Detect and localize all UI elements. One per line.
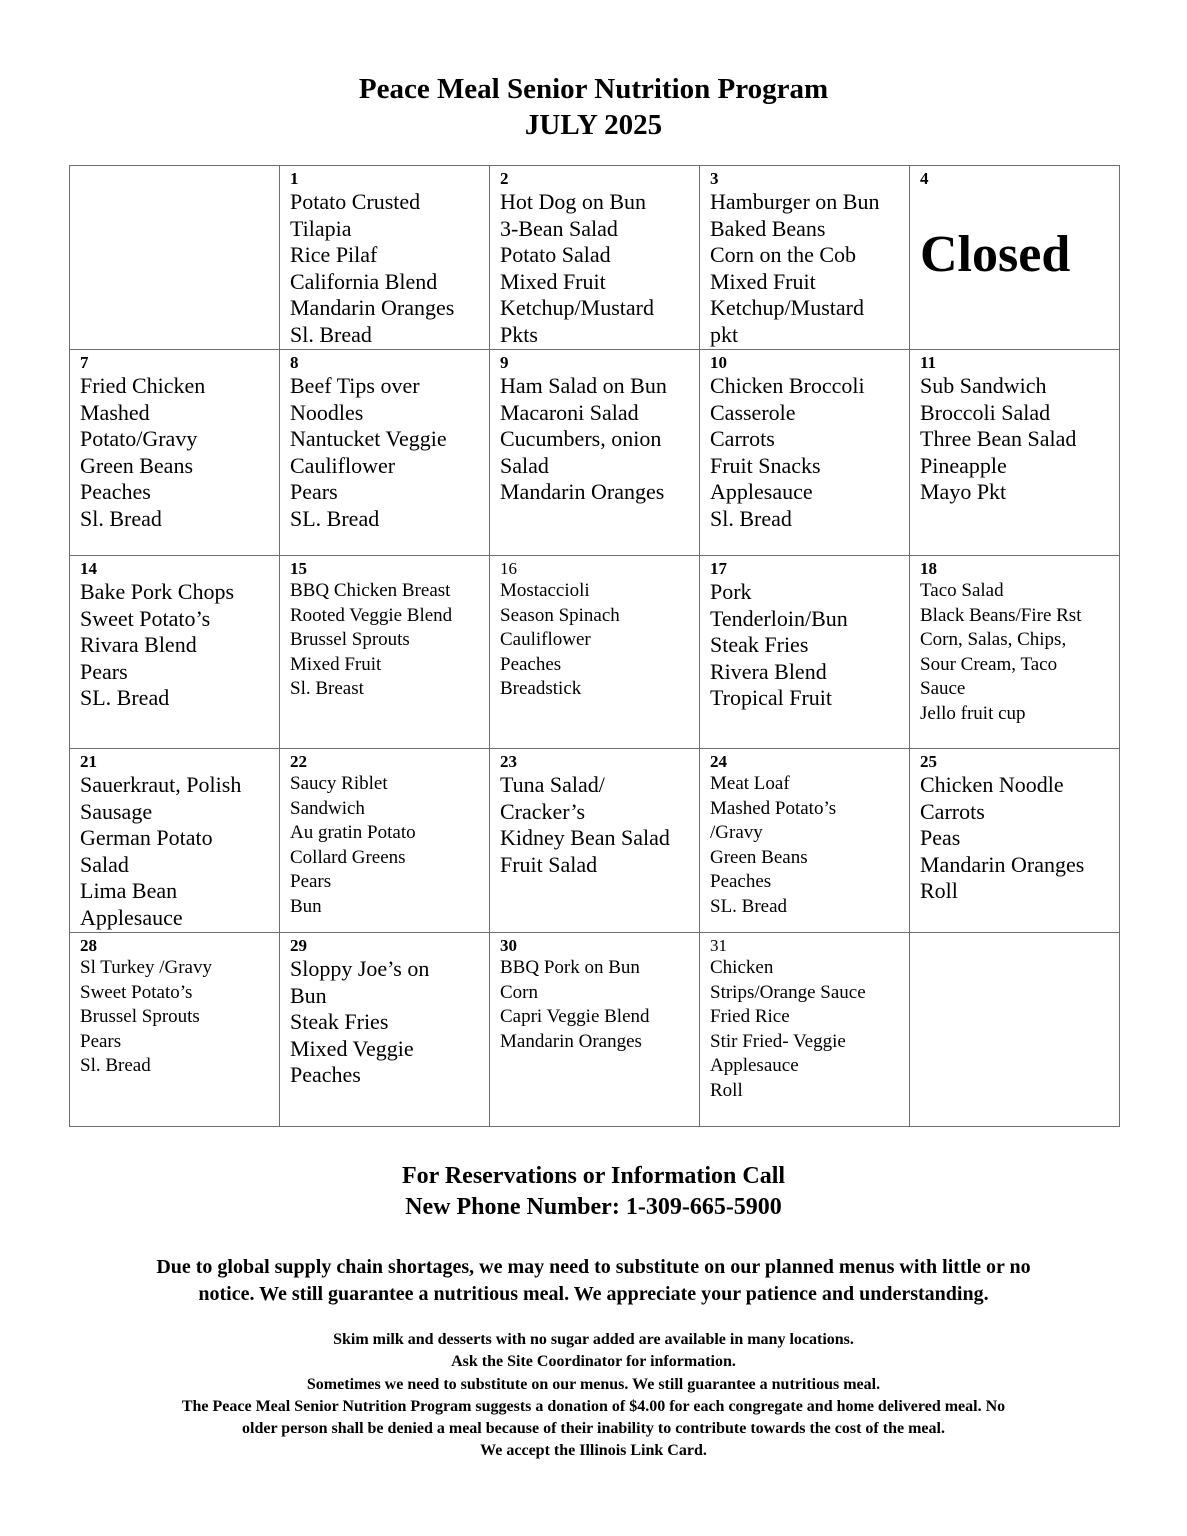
- day-number: 7: [80, 353, 89, 372]
- calendar-day-cell: [70, 933, 280, 1127]
- day-number: 15: [290, 559, 307, 578]
- menu-item: Pkts: [500, 321, 538, 347]
- menu-item: Chicken Noodle: [920, 772, 1064, 797]
- calendar-day-cell: [70, 350, 280, 556]
- calendar-day-cell: [700, 556, 910, 749]
- menu-item: Tenderloin/Bun: [710, 605, 848, 631]
- day-number: 17: [710, 559, 727, 578]
- menu-item: Sl. Breast: [290, 678, 364, 699]
- menu-item: Pears: [290, 479, 338, 504]
- reservation-heading: For Reservations or Information Call: [401, 1163, 786, 1189]
- menu-item: SL. Bread: [710, 895, 788, 917]
- day-number: 18: [920, 559, 937, 578]
- menu-item: Strips/Orange Sauce: [710, 981, 866, 1003]
- menu-item: Brussel Sprouts: [290, 629, 410, 650]
- menu-item: Bun: [290, 982, 327, 1008]
- menu-item: Corn: [500, 981, 538, 1003]
- day-number: 2: [500, 169, 509, 188]
- menu-item: Noodles: [290, 399, 364, 425]
- menu-item: California Blend: [290, 268, 438, 294]
- calendar-day-cell: [490, 166, 700, 350]
- calendar-week-row: [70, 166, 1120, 350]
- note-line: older person shall be denied a meal because of their inability to contribute towards the cost of the meal.: [242, 1420, 945, 1438]
- calendar-day-cell: [490, 749, 700, 933]
- menu-item: Black Beans/Fire Rst: [920, 604, 1082, 626]
- calendar-day-cell: [280, 933, 490, 1127]
- menu-item: Broccoli Salad: [920, 399, 1051, 425]
- menu-item: Sauerkraut, Polish: [80, 772, 242, 797]
- menu-item: Three Bean Salad: [920, 426, 1077, 451]
- menu-item: Sauce: [920, 678, 966, 699]
- day-number: 14: [80, 559, 97, 578]
- calendar-day-cell: [700, 350, 910, 556]
- calendar-day-cell: [280, 556, 490, 749]
- menu-item: Fried Chicken: [80, 373, 206, 398]
- menu-item: pkt: [710, 321, 739, 347]
- calendar-empty-cell: [70, 166, 280, 350]
- calendar-week-row: [70, 933, 1120, 1127]
- calendar-day-cell: [910, 749, 1120, 933]
- note-line: Ask the Site Coordinator for information.: [451, 1353, 736, 1371]
- calendar-day-cell: [490, 556, 700, 749]
- menu-item: Carrots: [920, 798, 985, 824]
- menu-item: Baked Beans: [710, 215, 826, 241]
- menu-item: Roll: [710, 1079, 743, 1101]
- menu-item: Mixed Fruit: [290, 653, 382, 675]
- menu-item: Hot Dog on Bun: [500, 189, 647, 214]
- calendar-day-cell: [910, 350, 1120, 556]
- menu-item: Ketchup/Mustard: [710, 295, 864, 320]
- menu-calendar: [69, 165, 1120, 1127]
- menu-item: Chicken Broccoli: [710, 373, 865, 398]
- menu-item: Beef Tips over: [290, 373, 420, 398]
- day-number: 22: [290, 752, 307, 771]
- day-number: 10: [710, 353, 727, 372]
- menu-item: Roll: [920, 878, 958, 903]
- menu-item: Mandarin Oranges: [500, 1030, 642, 1052]
- menu-item: Macaroni Salad: [500, 399, 639, 425]
- day-number: 11: [920, 353, 937, 372]
- day-number: 24: [710, 752, 727, 771]
- menu-item: Fruit Salad: [500, 851, 598, 877]
- menu-item: Saucy Riblet: [290, 773, 388, 794]
- menu-item: Mostaccioli: [500, 580, 590, 601]
- menu-item: Stir Fried- Veggie: [710, 1030, 846, 1052]
- calendar-week-row: [70, 350, 1120, 556]
- menu-item: Pears: [80, 1030, 122, 1052]
- day-number: 16: [500, 559, 517, 578]
- menu-item: Capri Veggie Blend: [500, 1006, 650, 1027]
- month-subtitle: JULY 2025: [524, 109, 663, 141]
- menu-item: Jello fruit cup: [920, 702, 1026, 724]
- day-number: 25: [920, 752, 937, 771]
- menu-item: Peaches: [710, 871, 772, 892]
- menu-item: Pears: [80, 658, 128, 684]
- calendar-day-cell: [280, 166, 490, 350]
- menu-item: /Gravy: [710, 822, 763, 843]
- menu-item: Sl Turkey /Gravy: [80, 957, 212, 978]
- day-number: 8: [290, 353, 299, 372]
- menu-item: Sandwich: [290, 797, 365, 819]
- menu-item: Sl. Bread: [290, 321, 372, 347]
- menu-item: Tilapia: [290, 215, 352, 241]
- menu-item: Corn on the Cob: [710, 242, 857, 267]
- menu-item: Carrots: [710, 426, 775, 451]
- menu-item: Mixed Fruit: [710, 268, 816, 294]
- day-number: 4: [920, 169, 929, 188]
- phone-number: New Phone Number: 1-309-665-5900: [405, 1194, 782, 1220]
- menu-item: Meat Loaf: [710, 773, 790, 794]
- menu-item: Breadstick: [500, 678, 582, 699]
- page-title: Peace Meal Senior Nutrition Program: [358, 73, 829, 105]
- menu-item: Mashed: [80, 399, 150, 425]
- menu-item: Green Beans: [710, 846, 808, 868]
- menu-item: Fried Rice: [710, 1006, 790, 1027]
- calendar-week-row: [70, 556, 1120, 749]
- menu-item: Ketchup/Mustard: [500, 295, 654, 320]
- menu-item: Mayo Pkt: [920, 479, 1007, 504]
- note-line: Skim milk and desserts with no sugar added are available in many locations.: [333, 1331, 854, 1348]
- menu-item: Pineapple: [920, 452, 1007, 478]
- menu-item: Brussel Sprouts: [80, 1006, 200, 1027]
- menu-item: Sl. Bread: [80, 1055, 151, 1076]
- menu-item: Mashed Potato’s: [710, 797, 837, 819]
- calendar-day-cell: [70, 749, 280, 933]
- day-number: 1: [290, 169, 299, 188]
- notice-line: Due to global supply chain shortages, we may need to substitute on our planned menus with little or no: [156, 1256, 1031, 1278]
- menu-item: SL. Bread: [80, 685, 170, 710]
- menu-item: Green Beans: [80, 452, 194, 478]
- menu-item: Rice Pilaf: [290, 242, 378, 267]
- calendar-day-cell: [280, 350, 490, 556]
- menu-item: BBQ Pork on Bun: [500, 957, 640, 978]
- menu-item: Bake Pork Chops: [80, 579, 234, 604]
- menu-item: Peaches: [500, 653, 562, 675]
- menu-item: Potato/Gravy: [80, 426, 198, 451]
- menu-item: Sl. Bread: [80, 505, 162, 531]
- menu-item: Nantucket Veggie: [290, 426, 447, 451]
- menu-item: Cracker’s: [500, 798, 586, 824]
- calendar-day-cell: [700, 933, 910, 1127]
- menu-item: Season Spinach: [500, 604, 620, 626]
- menu-item: Sweet Potato’s: [80, 605, 211, 631]
- closed-label: Closed: [920, 226, 1071, 283]
- menu-item: Sl. Bread: [710, 505, 792, 531]
- menu-item: Mandarin Oranges: [290, 295, 455, 320]
- notice-line: notice. We still guarantee a nutritious meal. We appreciate your patience and understanding.: [198, 1283, 989, 1305]
- day-number: 9: [500, 353, 509, 372]
- menu-item: 3-Bean Salad: [500, 215, 618, 241]
- menu-item: BBQ Chicken Breast: [290, 580, 451, 601]
- menu-item: Hamburger on Bun: [710, 189, 880, 214]
- calendar-day-cell: [700, 166, 910, 350]
- menu-item: Potato Crusted: [290, 189, 421, 214]
- menu-item: Salad: [80, 851, 129, 877]
- menu-item: Peaches: [290, 1062, 361, 1087]
- menu-item: Salad: [500, 452, 549, 478]
- menu-item: Sour Cream, Taco: [920, 653, 1058, 675]
- menu-item: Lima Bean: [80, 878, 178, 903]
- calendar-day-cell: [280, 749, 490, 933]
- calendar-empty-cell: [910, 933, 1120, 1127]
- menu-item: Sub Sandwich: [920, 373, 1047, 398]
- menu-item: Tropical Fruit: [710, 685, 833, 710]
- menu-item: Potato Salad: [500, 242, 611, 267]
- calendar-day-cell: [910, 166, 1120, 350]
- day-number: 29: [290, 936, 307, 955]
- calendar-day-cell: [910, 556, 1120, 749]
- menu-item: Peas: [920, 825, 961, 850]
- day-number: 21: [80, 752, 97, 771]
- menu-item: Sweet Potato’s: [80, 981, 193, 1003]
- menu-item: Tuna Salad/: [500, 772, 605, 797]
- menu-item: Cauliflower: [290, 452, 396, 478]
- reservation-info: [0, 1161, 1187, 1223]
- note-line: We accept the Illinois Link Card.: [480, 1442, 707, 1460]
- menu-item: Applesauce: [80, 904, 183, 930]
- supply-chain-notice: [75, 1254, 1112, 1308]
- menu-item: Mixed Fruit: [500, 268, 606, 294]
- calendar-day-cell: [490, 350, 700, 556]
- menu-item: Chicken: [710, 957, 774, 978]
- menu-item: Pears: [290, 871, 332, 892]
- day-number: 23: [500, 752, 517, 771]
- menu-item: Rivera Blend: [710, 658, 827, 684]
- menu-item: Ham Salad on Bun: [500, 373, 667, 398]
- menu-item: German Potato: [80, 825, 213, 850]
- menu-item: Rooted Veggie Blend: [290, 604, 453, 626]
- day-number: 31: [710, 936, 727, 955]
- note-line: Sometimes we need to substitute on our menus. We still guarantee a nutritious meal.: [306, 1375, 881, 1393]
- menu-item: Collard Greens: [290, 846, 406, 868]
- calendar-day-cell: [700, 749, 910, 933]
- note-line: The Peace Meal Senior Nutrition Program suggests a donation of $4.00 for each congregate and home delivered meal. No: [181, 1397, 1006, 1415]
- menu-item: Taco Salad: [920, 580, 1004, 601]
- menu-item: Steak Fries: [710, 632, 809, 657]
- day-number: 30: [500, 936, 517, 955]
- calendar-day-cell: [490, 933, 700, 1127]
- menu-item: Mandarin Oranges: [920, 851, 1085, 877]
- menu-item: Mixed Veggie: [290, 1035, 414, 1061]
- menu-item: Corn, Salas, Chips,: [920, 629, 1067, 650]
- program-notes: [60, 1329, 1127, 1463]
- day-number: 28: [80, 936, 97, 955]
- menu-item: Cucumbers, onion: [500, 426, 662, 451]
- menu-item: Applesauce: [710, 479, 813, 504]
- menu-item: Rivara Blend: [80, 632, 197, 657]
- menu-item: Cauliflower: [500, 629, 591, 650]
- menu-item: Kidney Bean Salad: [500, 825, 670, 850]
- menu-item: Sausage: [80, 798, 153, 824]
- menu-item: Steak Fries: [290, 1009, 389, 1034]
- menu-item: Mandarin Oranges: [500, 479, 665, 504]
- menu-item: Peaches: [80, 479, 151, 504]
- menu-item: Sloppy Joe’s on: [290, 956, 430, 981]
- menu-item: Bun: [290, 895, 322, 917]
- day-number: 3: [710, 169, 719, 188]
- calendar-week-row: [70, 749, 1120, 933]
- menu-item: Casserole: [710, 399, 796, 425]
- menu-item: SL. Bread: [290, 505, 380, 531]
- calendar-day-cell: [70, 556, 280, 749]
- menu-item: Pork: [710, 579, 752, 604]
- menu-item: Applesauce: [710, 1055, 799, 1076]
- menu-item: Fruit Snacks: [710, 452, 821, 478]
- menu-item: Au gratin Potato: [290, 822, 416, 843]
